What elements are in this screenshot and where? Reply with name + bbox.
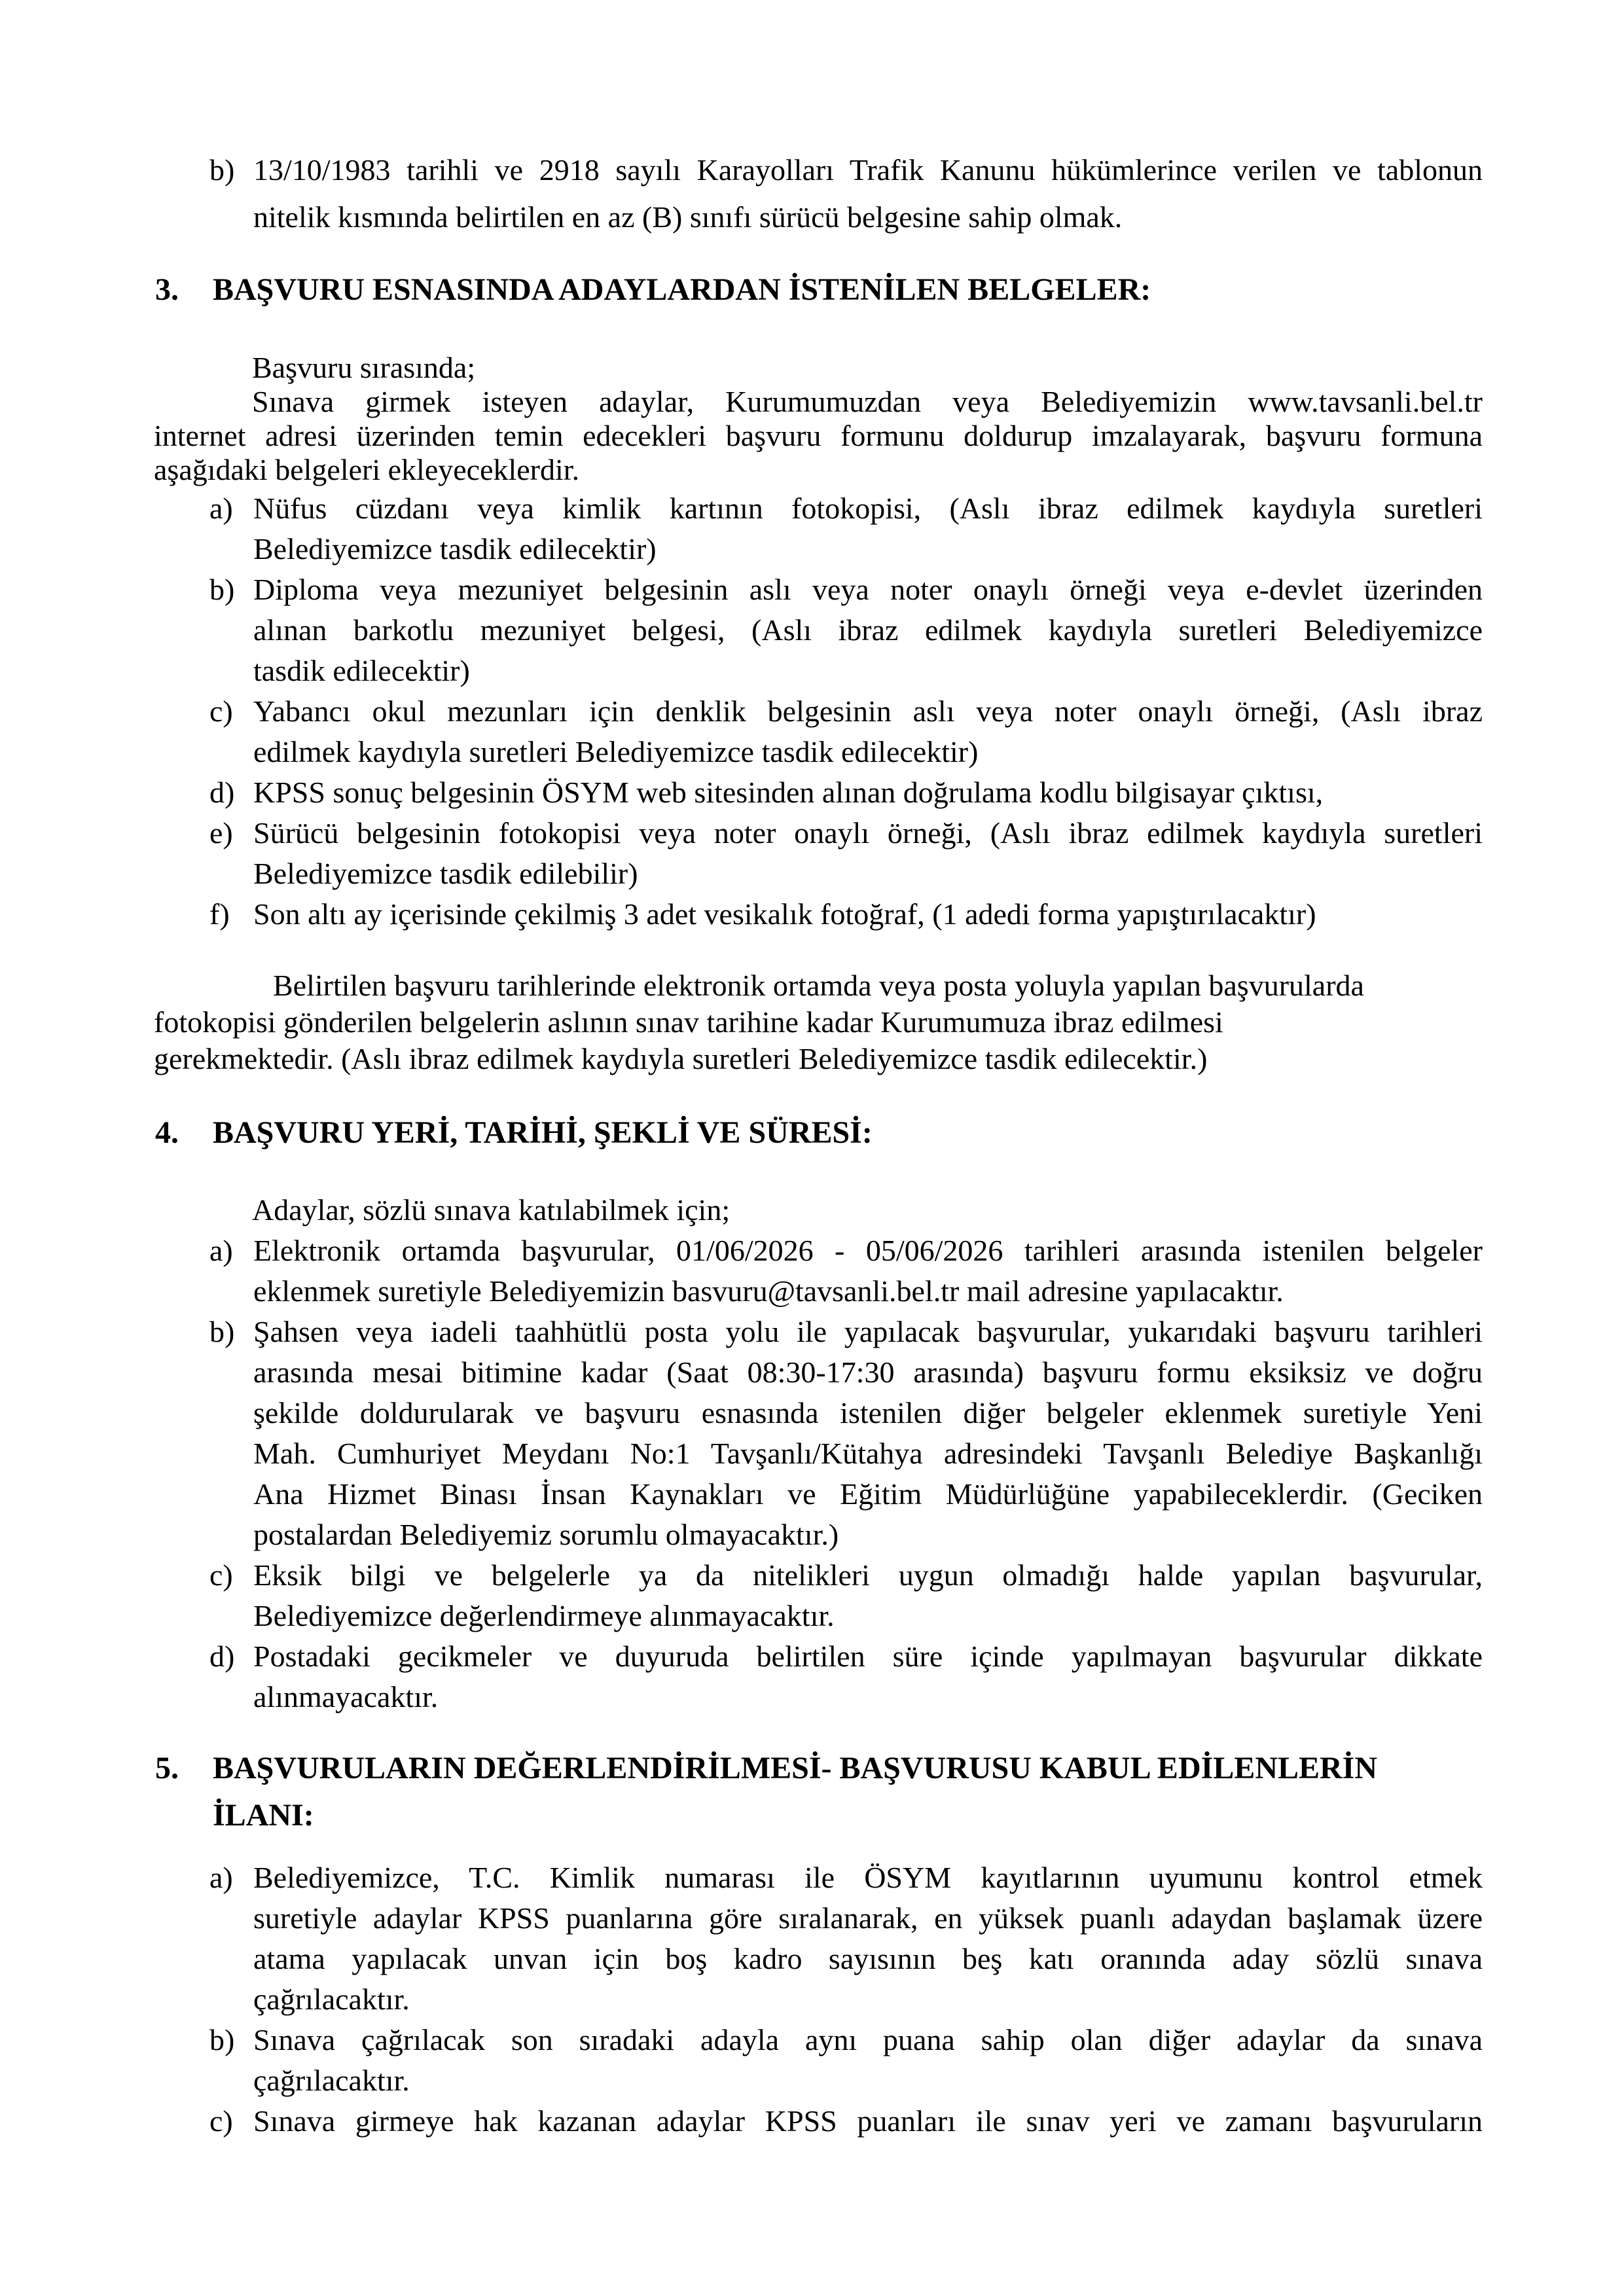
item-marker: b)	[209, 153, 235, 187]
text-line: Ana Hizmet Binası İnsan Kaynakları ve Eğitim Müdürlüğüne yapabileceklerdir. (Geciken	[253, 1477, 1483, 1511]
list-item	[154, 894, 1483, 935]
section-3-closing-paragraph	[154, 967, 1483, 1077]
text-line: Diploma veya mezuniyet belgesinin aslı veya noter onaylı örneği veya e-devlet üzerinden	[253, 573, 1483, 606]
carryover-list	[154, 147, 1483, 241]
text-line: Sürücü belgesinin fotokopisi veya noter onaylı örneği, (Aslı ibraz edilmek kaydıyla suretleri	[253, 816, 1483, 850]
item-marker: d)	[209, 776, 235, 809]
list-item	[154, 488, 1483, 569]
list-item	[154, 1230, 1483, 1312]
text-line: Başvuru sırasında;	[252, 351, 476, 384]
section-3-title: BAŞVURU ESNASINDA ADAYLARDAN İSTENİLEN BELGELER:	[213, 272, 1151, 307]
text-line: Belediyemizce değerlendirmeye alınmayacaktır.	[253, 1599, 835, 1632]
list-item	[154, 1857, 1483, 2020]
item-marker: c)	[209, 2104, 233, 2138]
text-line: eklenmek suretiyle Belediyemizin basvuru@tavsanli.bel.tr mail adresine yapılacaktır.	[253, 1274, 1284, 1308]
text-line: çağrılacaktır.	[253, 2064, 410, 2097]
section-5-heading	[154, 1745, 1483, 1839]
list-item	[154, 772, 1483, 813]
text-line: Son altı ay içerisinde çekilmiş 3 adet vesikalık fotoğraf, (1 adedi forma yapıştırılacaktır)	[253, 897, 1316, 931]
section-4-application-list	[154, 1230, 1483, 1717]
list-item	[154, 569, 1483, 691]
list-item	[154, 1312, 1483, 1555]
list-item	[154, 813, 1483, 894]
item-marker: c)	[209, 694, 233, 728]
list-item	[154, 2101, 1483, 2142]
text-line: alınmayacaktır.	[253, 1680, 439, 1713]
text-line: Sınava girmeye hak kazanan adaylar KPSS puanları ile sınav yeri ve zamanı başvuruların	[253, 2104, 1483, 2138]
text-line: KPSS sonuç belgesinin ÖSYM web sitesinden alınan doğrulama kodlu bilgisayar çıktısı,	[253, 776, 1324, 809]
text-line: Eksik bilgi ve belgelerle ya da nitelikleri uygun olmadığı halde yapılan başvurular,	[253, 1558, 1483, 1592]
section-3-intro-paragraph	[154, 385, 1483, 487]
text-line: edilmek kaydıyla suretleri Belediyemizce tasdik edilecektir)	[253, 735, 979, 768]
text-line: Nüfus cüzdanı veya kimlik kartının fotokopisi, (Aslı ibraz edilmek kaydıyla suretleri	[253, 492, 1483, 525]
text-line: BAŞVURULARIN DEĞERLENDİRİLMESİ- BAŞVURUSU KABUL EDİLENLERİN	[213, 1751, 1378, 1785]
text-line: gerekmektedir. (Aslı ibraz edilmek kaydıyla suretleri Belediyemizce tasdik edilecektir.)	[154, 1042, 1208, 1075]
section-4-title: BAŞVURU YERİ, TARİHİ, ŞEKLİ VE SÜRESİ:	[213, 1115, 873, 1150]
section-5-number: 5.	[155, 1751, 179, 1785]
list-item	[154, 1555, 1483, 1636]
text-line: postalardan Belediyemiz sorumlu olmayacaktır.)	[253, 1518, 839, 1551]
section-5-title	[213, 1745, 1483, 1839]
text-line: Mah. Cumhuriyet Meydanı No:1 Tavşanlı/Kütahya adresindeki Tavşanlı Belediye Başkanlığı	[253, 1437, 1483, 1470]
text-line: Adaylar, sözlü sınava katılabilmek için;	[252, 1193, 731, 1227]
text-line: şekilde doldurularak ve başvuru esnasında istenilen diğer belgeler eklenmek suretiyle Yeni	[253, 1396, 1483, 1429]
text-line: Belediyemizce tasdik edilecektir)	[253, 532, 657, 565]
text-line: Belediyemizce, T.C. Kimlik numarası ile ÖSYM kayıtlarının uyumunu kontrol etmek	[253, 1861, 1483, 1894]
text-line: fotokopisi gönderilen belgelerin aslının sınav tarihine kadar Kurumumuza ibraz edilmesi	[154, 1005, 1223, 1039]
item-marker: a)	[209, 492, 233, 525]
section-3-intro-line	[154, 351, 1483, 385]
text-line: Postadaki gecikmeler ve duyuruda belirtilen süre içinde yapılmayan başvurular dikkate	[253, 1640, 1483, 1673]
text-line: atama yapılacak unvan için boş kadro sayısının beş katı oranında aday sözlü sınava	[253, 1942, 1483, 1975]
document-content	[154, 0, 1483, 2142]
text-line: Belediyemizce tasdik edilebilir)	[253, 857, 638, 890]
section-3-document-list	[154, 488, 1483, 935]
text-line: Elektronik ortamda başvurular, 01/06/2026 - 05/06/2026 tarihleri arasında istenilen belgeler	[253, 1234, 1483, 1267]
section-5-evaluation-list	[154, 1857, 1483, 2142]
section-4-number: 4.	[155, 1115, 179, 1150]
text-line: aşağıdaki belgeleri ekleyeceklerdir.	[154, 453, 580, 486]
text-line: 13/10/1983 tarihli ve 2918 sayılı Karayolları Trafik Kanunu hükümlerince verilen ve tablonun	[253, 153, 1483, 187]
item-marker: a)	[209, 1861, 233, 1894]
text-line: suretiyle adaylar KPSS puanlarına göre sıralanarak, en yüksek puanlı adaydan başlamak üzere	[253, 1901, 1483, 1935]
list-item	[154, 2020, 1483, 2101]
text-line: çağrılacaktır.	[253, 1982, 410, 2016]
section-3-number: 3.	[155, 272, 179, 307]
item-marker: b)	[209, 1315, 235, 1348]
list-item	[154, 147, 1483, 241]
text-line: Sınava girmek isteyen adaylar, Kurumumuzdan veya Belediyemizin www.tavsanli.bel.tr	[252, 385, 1483, 418]
text-line: nitelik kısmında belirtilen en az (B) sınıfı sürücü belgesine sahip olmak.	[253, 200, 1123, 234]
section-4-heading	[154, 1110, 1483, 1156]
list-item	[154, 1636, 1483, 1717]
text-line: arasında mesai bitimine kadar (Saat 08:30-17:30 arasında) başvuru formu eksiksiz ve doğru	[253, 1355, 1483, 1389]
item-marker: a)	[209, 1234, 233, 1267]
list-item	[154, 691, 1483, 772]
item-marker: b)	[209, 573, 235, 606]
text-line: Şahsen veya iadeli taahhütlü posta yolu ile yapılacak başvurular, yukarıdaki başvuru tarihleri	[253, 1315, 1483, 1348]
text-line: alınan barkotlu mezuniyet belgesi, (Aslı ibraz edilmek kaydıyla suretleri Belediyemizce	[253, 613, 1483, 647]
item-marker: d)	[209, 1640, 235, 1673]
section-3-heading	[154, 267, 1483, 313]
text-line: Belirtilen başvuru tarihlerinde elektronik ortamda veya posta yoluyla yapılan başvurularda	[273, 969, 1364, 1002]
item-marker: c)	[209, 1558, 233, 1592]
text-line: Sınava çağrılacak son sıradaki adayla aynı puana sahip olan diğer adaylar da sınava	[253, 2023, 1483, 2056]
text-line: internet adresi üzerinden temin edecekleri başvuru formunu doldurup imzalayarak, başvuru formuna	[154, 419, 1483, 452]
item-marker: f)	[209, 897, 230, 931]
item-marker: e)	[209, 816, 233, 850]
text-line: Yabancı okul mezunları için denklik belgesinin aslı veya noter onaylı örneği, (Aslı ibraz	[253, 694, 1483, 728]
text-line: tasdik edilecektir)	[253, 654, 470, 687]
text-line: İLANI:	[213, 1798, 314, 1833]
item-marker: b)	[209, 2023, 235, 2056]
section-4-intro-line	[154, 1190, 1483, 1230]
